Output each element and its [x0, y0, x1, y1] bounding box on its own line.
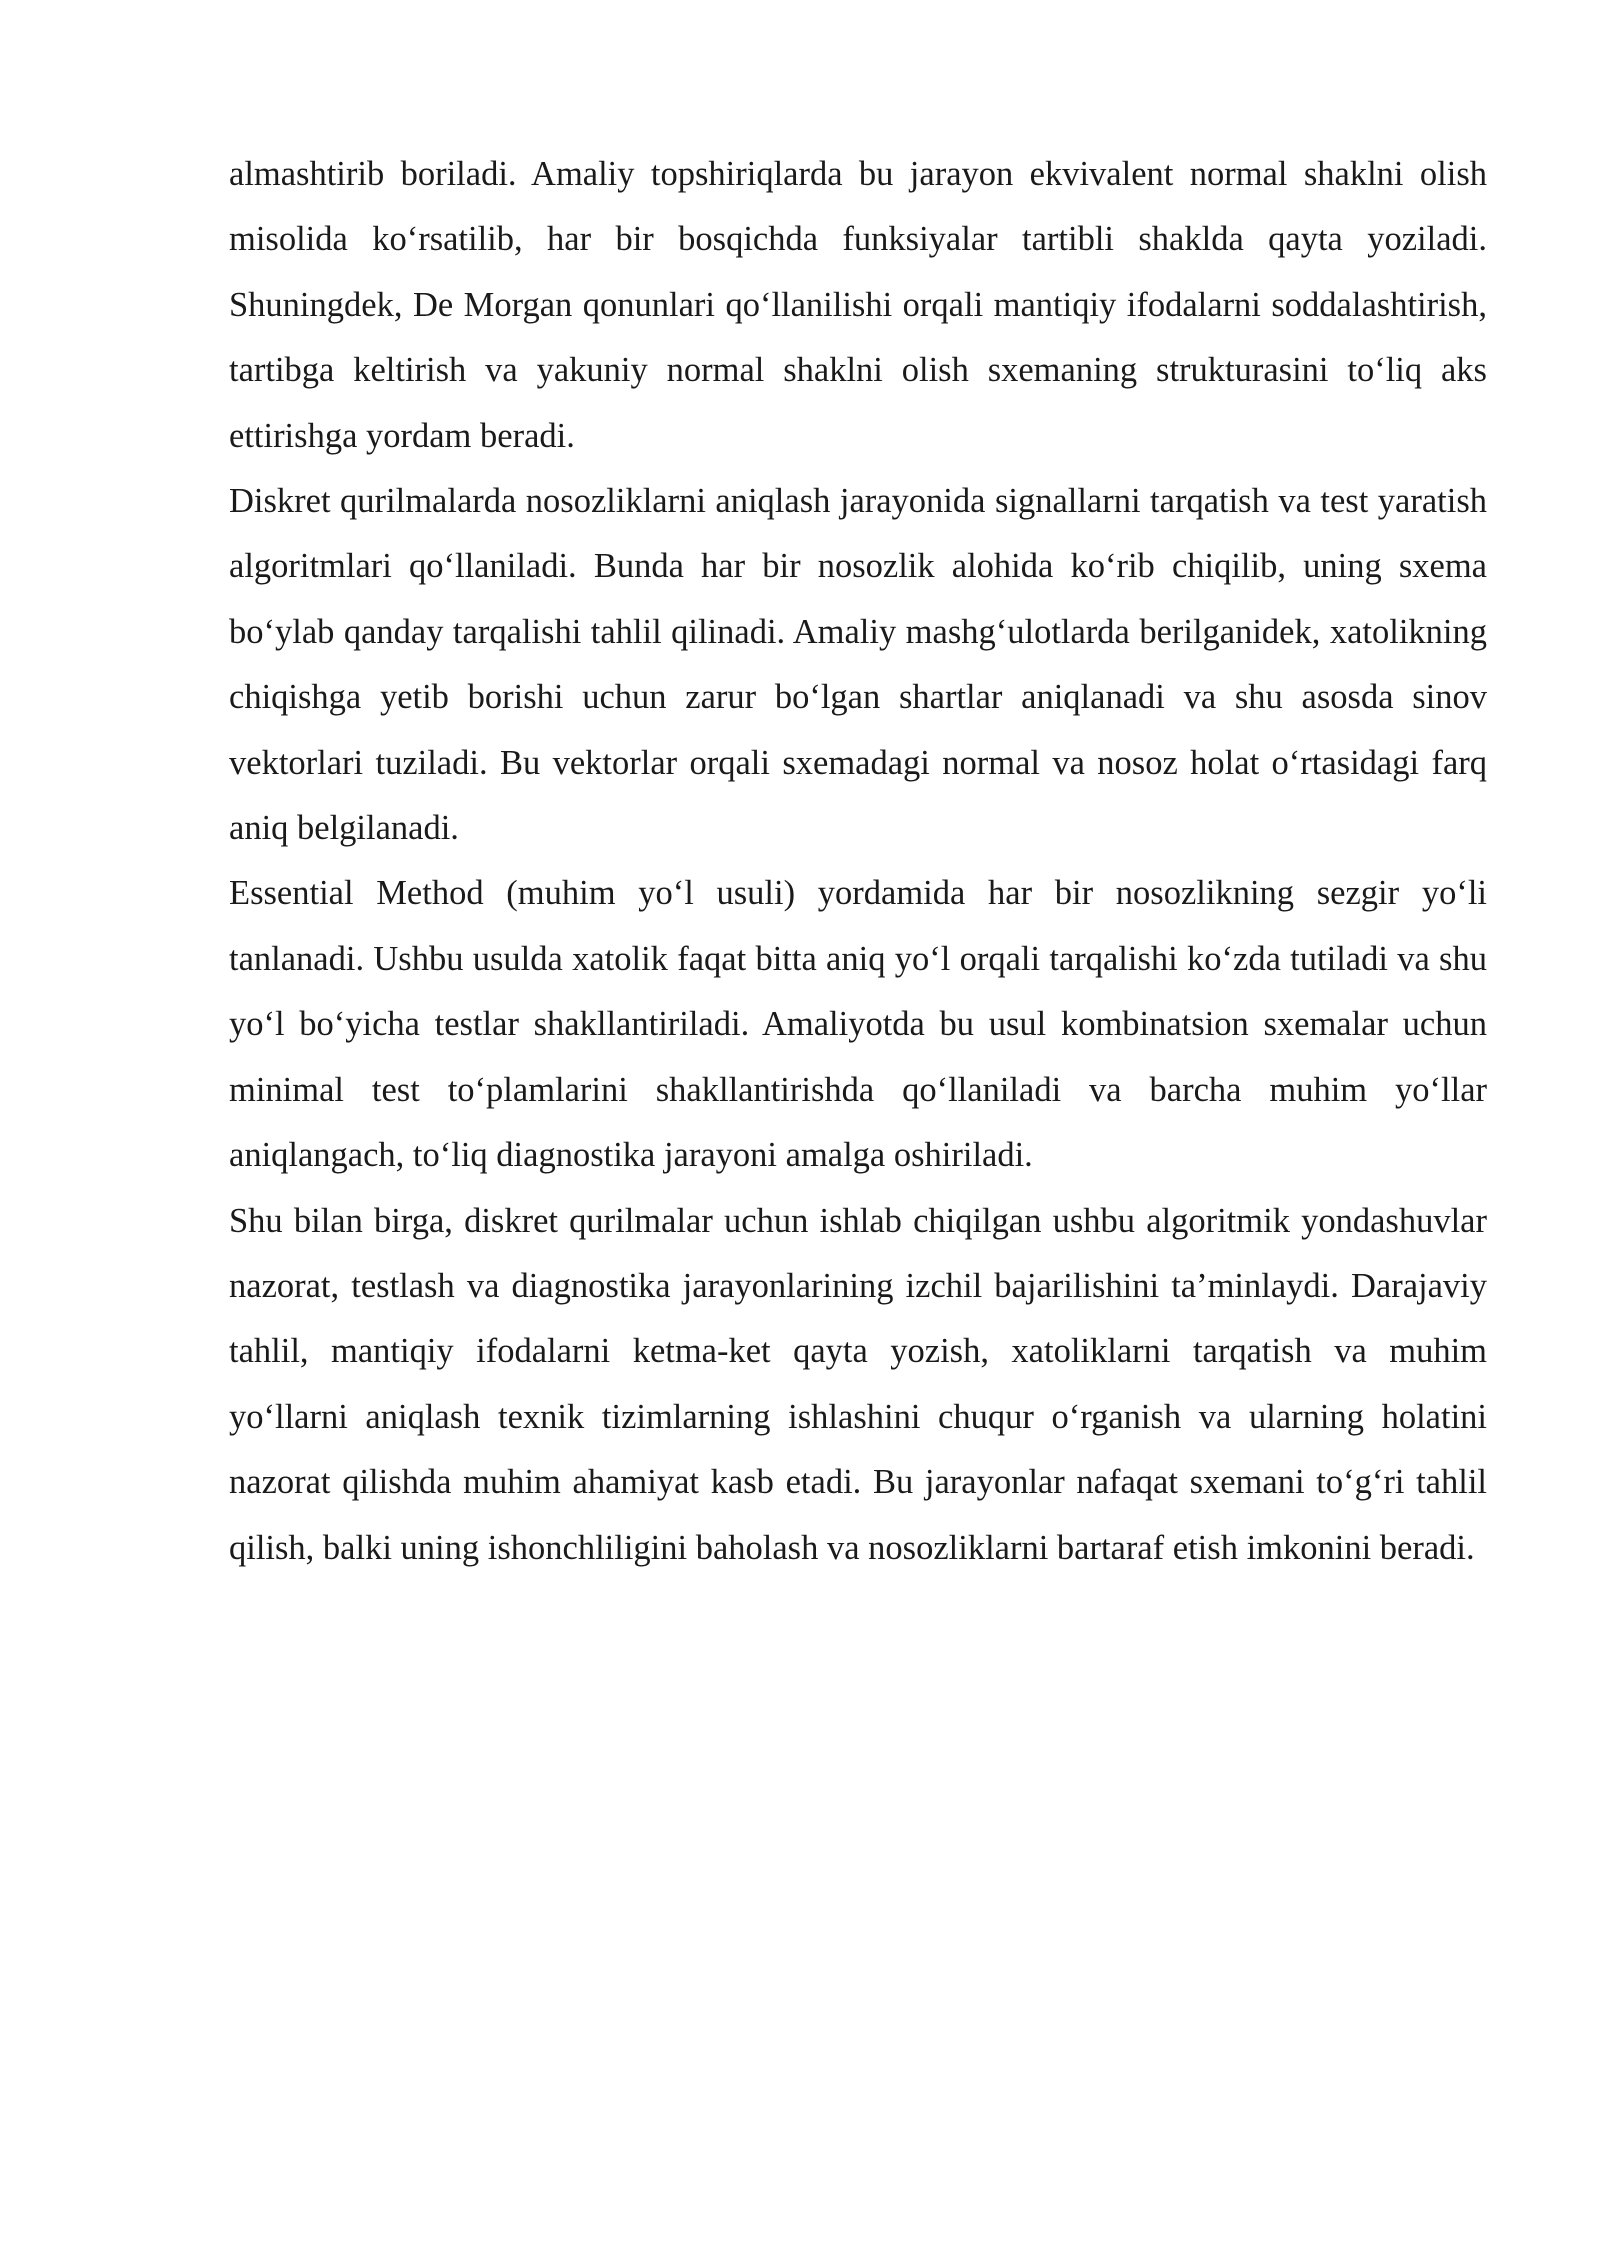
body-text	[229, 142, 1487, 1581]
paragraph-fault-detection: Diskret qurilmalarda nosozliklarni aniqlash jarayonida signallarni tarqatish va test yaratish algoritmlari qo‘llaniladi. Bunda har bir nosozlik alohida ko‘rib chiqilib, uning sxema bo‘ylab qanday tarqalishi tahlil qilinadi. Amaliy mashg‘ulotlarda berilganidek, xatolikning chiqishga yetib borishi uchun zarur bo‘lgan shartlar aniqlanadi va shu asosda sinov vektorlari tuziladi. Bu vektorlar orqali sxemadagi normal va nosoz holat o‘rtasidagi farq aniq belgilanadi.	[229, 482, 1487, 848]
paragraph-continuation: almashtirib boriladi. Amaliy topshiriqlarda bu jarayon ekvivalent normal shaklni olish misolida ko‘rsatilib, har bir bosqichda funksiyalar tartibli shaklda qayta yoziladi. Shuningdek, De Morgan qonunlari qo‘llanilishi orqali mantiqiy ifodalarni soddalashtirish, tartibga keltirish va yakuniy normal shaklni olish sxemaning strukturasini to‘liq aks ettirishga yordam beradi.	[229, 155, 1487, 455]
paragraph-essential-method: Essential Method (muhim yo‘l usuli) yordamida har bir nosozlikning sezgir yo‘li tanlanadi. Ushbu usulda xatolik faqat bitta aniq yo‘l orqali tarqalishi ko‘zda tutiladi va shu yo‘l bo‘yicha testlar shakllantiriladi. Amaliyotda bu usul kombinatsion sxemalar uchun minimal test to‘plamlarini shakllantirishda qo‘llaniladi va barcha muhim yo‘llar aniqlangach, to‘liq diagnostika jarayoni amalga oshiriladi.	[229, 874, 1487, 1175]
paragraph-conclusion: Shu bilan birga, diskret qurilmalar uchun ishlab chiqilgan ushbu algoritmik yondashuvlar nazorat, testlash va diagnostika jarayonlarining izchil bajarilishini ta’minlaydi. Darajaviy tahlil, mantiqiy ifodalarni ketma-ket qayta yozish, xatoliklarni tarqatish va muhim yo‘llarni aniqlash texnik tizimlarning ishlashini chuqur o‘rganish va ularning holatini nazorat qilishda muhim ahamiyat kasb etadi. Bu jarayonlar nafaqat sxemani to‘g‘ri tahlil qilish, balki uning ishonchliligini baholash va nosozliklarni bartaraf etish imkonini beradi.	[229, 1201, 1487, 1567]
